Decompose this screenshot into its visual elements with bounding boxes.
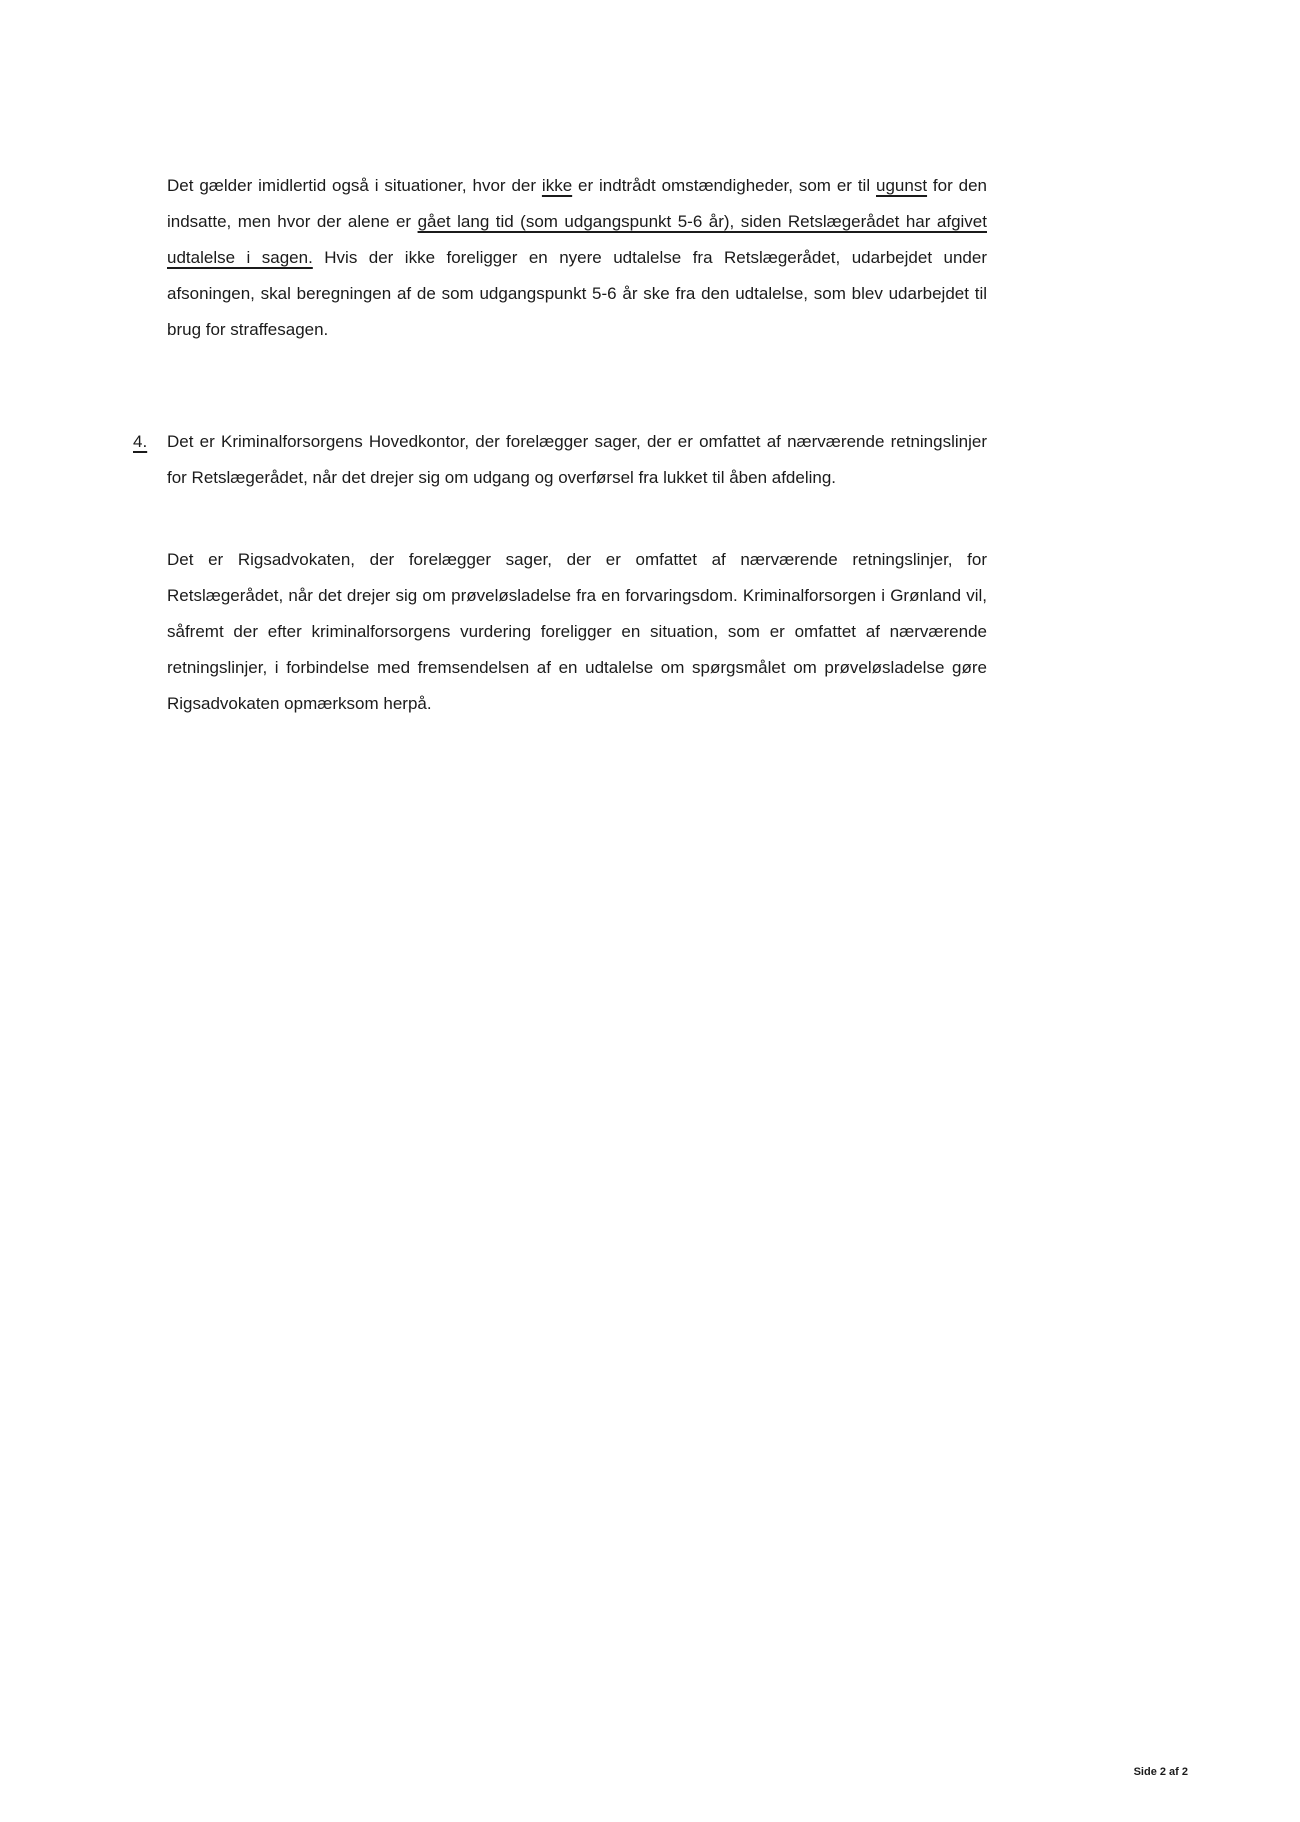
document-body [133, 168, 988, 722]
page-number-footer: Side 2 af 2 [1133, 1766, 1188, 1778]
paragraph-1-segment: Det gælder imidlertid også i situationer, hvor der [167, 176, 542, 195]
paragraph-1-segment: er indtrådt omstændigheder, som er til [572, 176, 876, 195]
paragraph-1-segment: Hvis der ikke foreligger en nyere udtalelse fra Retslægerådet, udarbejdet under afsoningen, skal beregningen af de som udgangspunkt 5-6 år ske fra den udtalelse, som blev udarbejdet til brug for straffesagen. [167, 248, 987, 339]
item-4-number: 4. [133, 432, 148, 451]
paragraph-1-underlined-segment: gået lang tid (som udgangspunkt 5-6 år), siden Retslægerådet har afgivet udtalelse i sagen. [167, 212, 987, 267]
paragraph-1-underlined-segment: ikke [541, 176, 573, 195]
paragraph-3: Det er Rigsadvokaten, der forelægger sager, der er omfattet af nærværende retningslinjer, for Retslægerådet, når det drejer sig om prøveløsladelse fra en forvaringsdom. Kriminalforsorgen i Grønland vil, såfremt der efter kriminalforsorgens vurdering foreligger en situation, som er omfattet af nærværende retningslinjer, i forbindelse med fremsendelsen af en udtalelse om spørgsmålet om prøveløsladelse gøre Rigsadvokaten opmærksom herpå. [167, 550, 987, 713]
item-4-text: Det er Kriminalforsorgens Hovedkontor, der forelægger sager, der er omfattet af nærværende retningslinjer for Retslægerådet, når det drejer sig om udgang og overførsel fra lukket til åben afdeling. [167, 432, 987, 487]
paragraph-1-segment: for den indsatte, men hvor der alene er [167, 176, 988, 231]
paragraph-1 [167, 168, 987, 348]
paragraph-1-underlined-segment: ugunst [876, 176, 928, 195]
numbered-item-4 [133, 424, 987, 496]
